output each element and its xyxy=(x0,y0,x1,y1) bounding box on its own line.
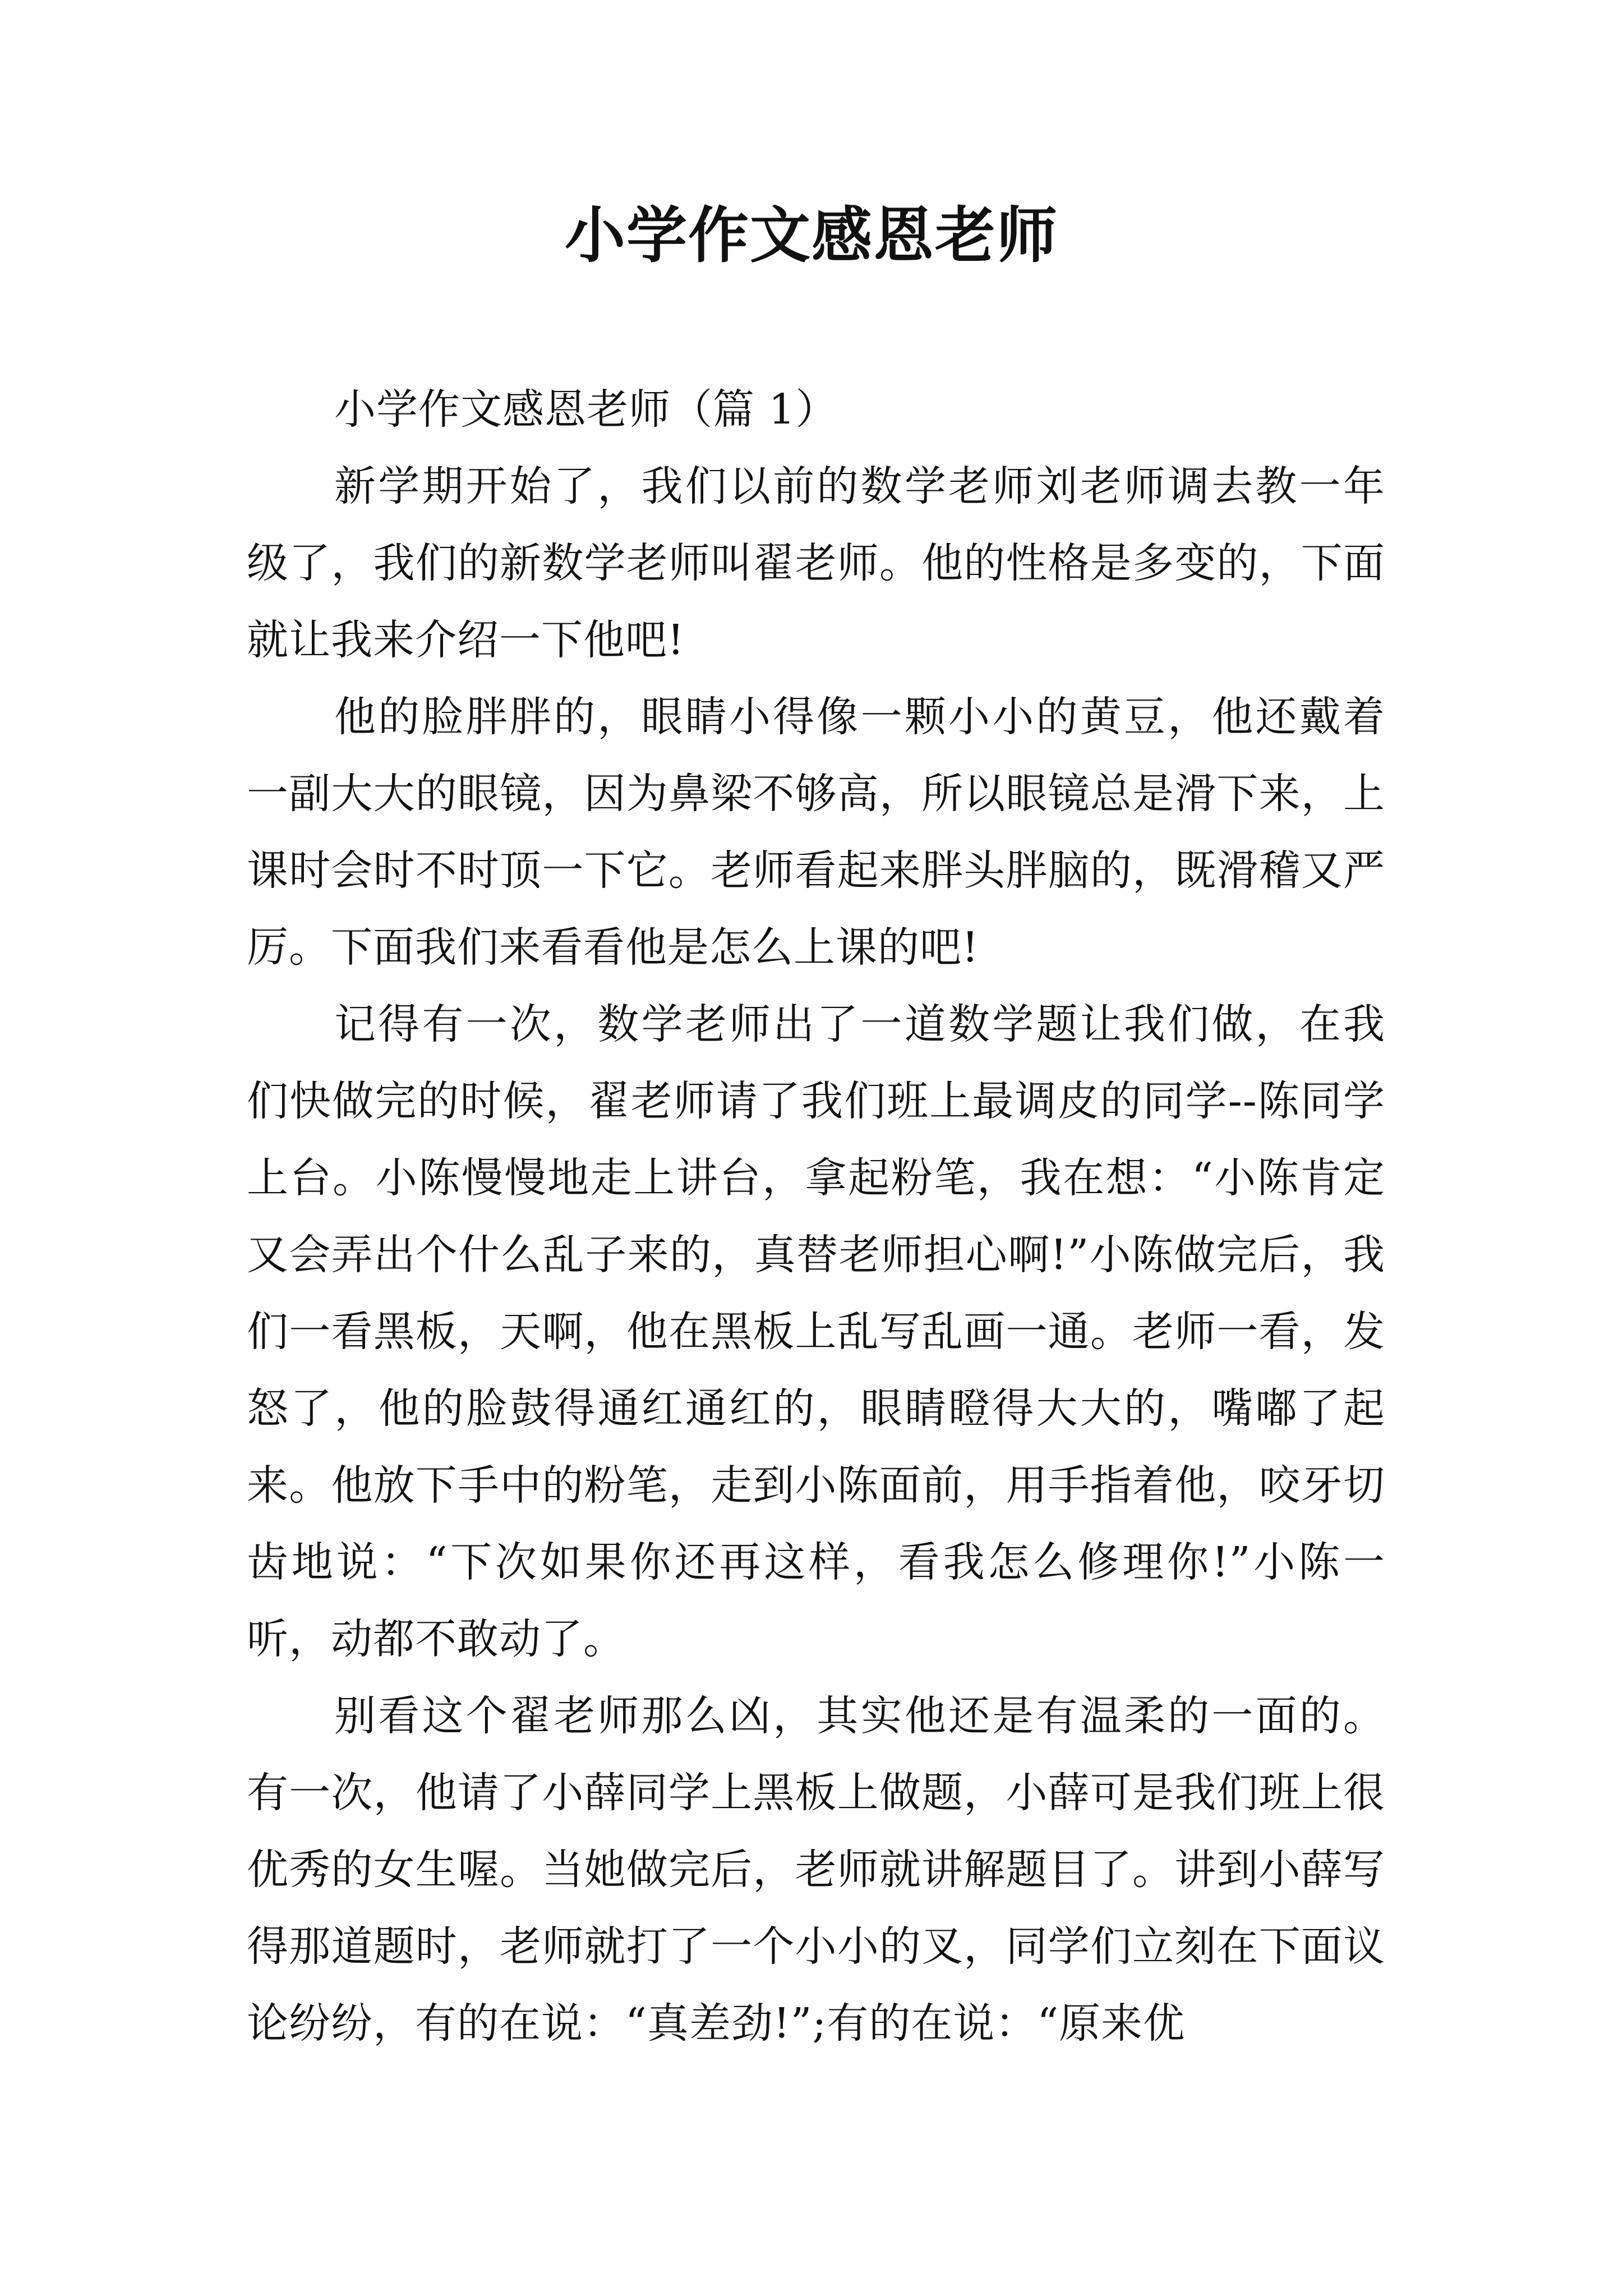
paragraph-2: 他的脸胖胖的，眼睛小得像一颗小小的黄豆，他还戴着一副大大的眼镜，因为鼻梁不够高，所以眼镜总是滑下来，上课时会时不时顶一下它。老师看起来胖头胖脑的，既滑稽又严厉。下面我们来看看他是怎么上课的吧! xyxy=(247,693,1385,972)
paragraph-4: 别看这个翟老师那么凶，其实他还是有温柔的一面的。有一次，他请了小薛同学上黑板上做题，小薛可是我们班上很优秀的女生喔。当她做完后，老师就讲解题目了。讲到小薛写得那道题时，老师就打了一个小小的叉，同学们立刻在下面议论纷纷，有的在说：“真差劲!”;有的在说：“原来优 xyxy=(247,1692,1385,2047)
paragraph-1: 新学期开始了，我们以前的数学老师刘老师调去教一年级了，我们的新数学老师叫翟老师。他的性格是多变的，下面就让我来介绍一下他吧! xyxy=(247,462,1385,664)
document-title: 小学作文感恩老师 xyxy=(564,200,1058,271)
paragraph-3: 记得有一次，数学老师出了一道数学题让我们做，在我们快做完的时候，翟老师请了我们班上最调皮的同学--陈同学上台。小陈慢慢地走上讲台，拿起粉笔，我在想：“小陈肯定又会弄出个什么乱子来的，真替老师担心啊!”小陈做完后，我们一看黑板，天啊，他在黑板上乱写乱画一通。老师一看，发怒了，他的脸鼓得通红通红的，眼睛瞪得大大的，嘴嘟了起来。他放下手中的粉笔，走到小陈面前，用手指着他，咬牙切齿地说：“下次如果你还再这样，看我怎么修理你!”小陈一听，动都不敢动了。 xyxy=(247,1000,1385,1663)
section-heading: 小学作文感恩老师（篇 1） xyxy=(334,385,838,434)
document-body xyxy=(247,371,1385,2062)
